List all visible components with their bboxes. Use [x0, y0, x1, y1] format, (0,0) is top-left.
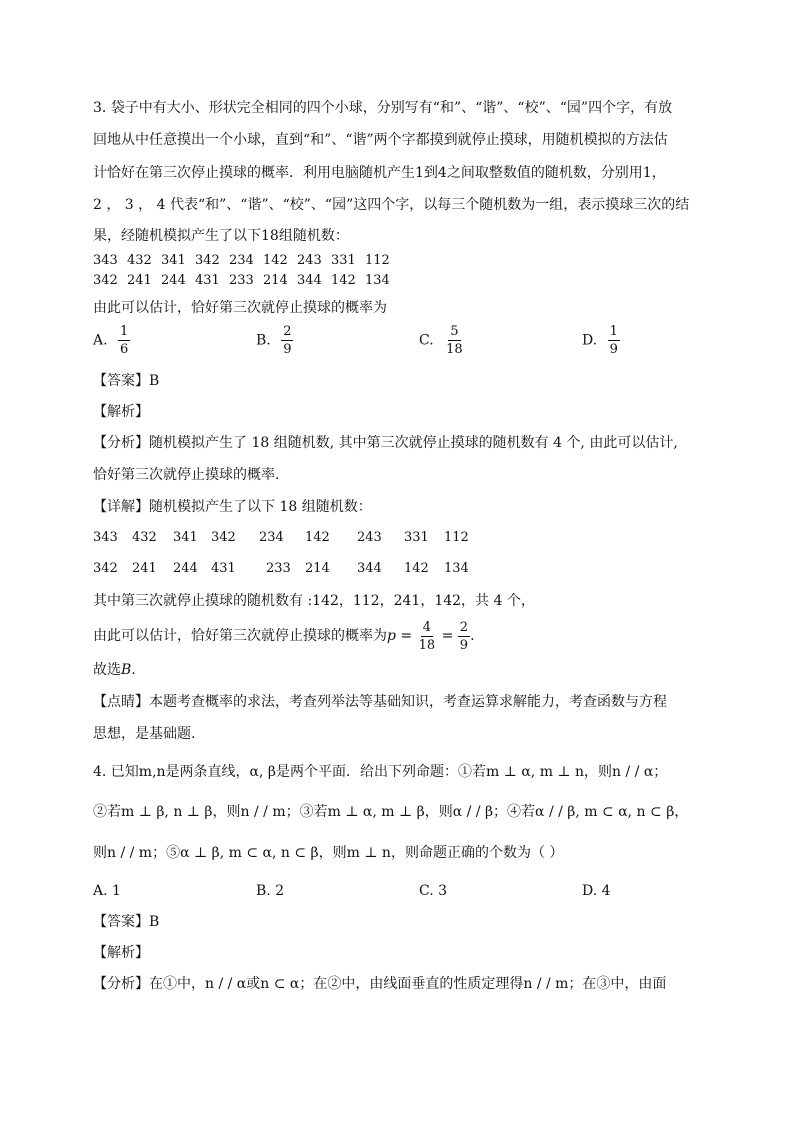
option-fraction: $\frac{1}{6}$	[120, 324, 129, 357]
probability-text: 由此可以估计，恰好第三次就停止摸球的概率为	[93, 628, 387, 644]
random-number: 244	[161, 273, 186, 288]
q4-fenxi-line: 【分析】在①中，n / / α或n ⊂ α；在②中，由线面垂直的性质定理得n / / m；在③中，由面	[93, 976, 667, 992]
probability-fraction-2: $\frac{2}{9}$	[459, 619, 469, 653]
q3-dianjing-line-1: 【点睛】本题考查概率的求法，考查列举法等基础知识，考查运算求解能力，考查函数与方程	[93, 694, 667, 710]
random-number: 432	[127, 253, 152, 268]
q3-text-line-5: 果，经随机模拟产生了以下18组随机数：	[93, 228, 349, 244]
q3-text-line-4: 2 ， 3 ， 4 代表“和”、“谐”、“校”、“园”这四个字，以每三个随机数为一组，表示摸球三次的结	[93, 197, 690, 213]
detail-number-row-2	[93, 560, 478, 578]
random-number: 341	[161, 253, 186, 268]
random-number: 331	[331, 253, 356, 268]
random-number: 342	[93, 273, 118, 288]
random-number: 431	[211, 561, 236, 576]
random-number-row-1	[93, 252, 399, 270]
random-number: 344	[357, 561, 382, 576]
q3-analysis-heading: 【解析】	[93, 404, 149, 420]
random-number: 342	[211, 530, 236, 545]
random-number: 344	[297, 273, 322, 288]
random-number: 243	[297, 253, 322, 268]
random-number: 343	[93, 530, 118, 545]
random-number: 134	[444, 561, 469, 576]
q3-text-line-1: 3. 袋子中有大小、形状完全相同的四个小球，分别写有“和”、“谐”、“校”、“园”四个字，有放	[93, 100, 673, 116]
random-number: 233	[229, 273, 254, 288]
random-number: 214	[305, 561, 330, 576]
option-c	[419, 324, 465, 357]
q3-question-line: 由此可以估计，恰好第三次就停止摸球的概率为	[93, 300, 387, 316]
random-number: 341	[173, 530, 198, 545]
random-number: 233	[266, 561, 291, 576]
random-number: 244	[173, 561, 198, 576]
option-fraction: $\frac{5}{18}$	[446, 324, 463, 357]
q3-text-line-2: 回地从中任意摸出一个小球，直到“和”、“谐”两个字都摸到就停止摸球，用随机模拟的方法估	[93, 132, 668, 148]
q4-answer: 【答案】B	[93, 914, 160, 930]
q3-text-line-3: 计恰好在第三次停止摸球的概率．利用电脑随机产生1到4之间取整数值的随机数，分别用1，	[93, 165, 666, 181]
option-label: A.	[93, 332, 108, 349]
random-number: 134	[365, 273, 390, 288]
random-number: 112	[365, 253, 390, 268]
random-number: 243	[357, 530, 382, 545]
random-number: 142	[404, 561, 429, 576]
random-number: 234	[259, 530, 284, 545]
random-number: 214	[263, 273, 288, 288]
random-number: 142	[305, 530, 330, 545]
q3-probability-line: 由此可以估计，恰好第三次就停止摸球的概率为p = $\frac{4}{18}$ = $\frac{2}{9}$ .	[93, 619, 475, 653]
random-number: 342	[93, 561, 118, 576]
option-label: B.	[256, 332, 271, 349]
detail-number-row-1	[93, 529, 478, 547]
option-fraction: $\frac{1}{9}$	[609, 324, 618, 357]
random-number: 112	[444, 530, 469, 545]
option-d	[582, 324, 620, 357]
random-number: 432	[132, 530, 157, 545]
option-fraction: $\frac{2}{9}$	[283, 324, 292, 357]
random-number: 331	[404, 530, 429, 545]
random-number: 234	[229, 253, 254, 268]
option-label: D.	[582, 332, 598, 349]
q4-option-d: D. 4	[582, 883, 611, 899]
q3-detail-line: 【详解】随机模拟产生了以下 18 组随机数：	[93, 499, 372, 515]
random-number: 241	[127, 273, 152, 288]
q4-text-line-2: ②若m ⊥ β, n ⊥ β，则n / / m；③若m ⊥ α, m ⊥ β，则α / / β；④若α / / β, m ⊂ α, n ⊂ β，	[93, 804, 689, 820]
q4-option-c: C. 3	[419, 883, 448, 899]
random-number: 431	[195, 273, 220, 288]
random-number: 142	[263, 253, 288, 268]
random-number: 343	[93, 253, 118, 268]
q3-choose-line: 故选B.	[93, 662, 136, 678]
q4-text-line-3: 则n / / m；⑤α ⊥ β, m ⊂ α, n ⊂ β，则m ⊥ n，则命题正确的个数为（ ）	[93, 845, 564, 861]
random-number-row-2	[93, 272, 399, 290]
probability-variable: p	[387, 628, 396, 644]
random-number: 342	[195, 253, 220, 268]
q4-option-a: A. 1	[93, 883, 121, 899]
q3-dianjing-line-2: 思想，是基础题.	[93, 726, 196, 742]
q4-analysis-heading: 【解析】	[93, 945, 149, 961]
probability-fraction-1: $\frac{4}{18}$	[418, 619, 436, 653]
random-number: 241	[132, 561, 157, 576]
q3-fenxi-line-2: 恰好第三次就停止摸球的概率.	[93, 467, 280, 483]
option-a	[93, 324, 130, 357]
q3-fenxi-line-1: 【分析】随机模拟产生了 18 组随机数, 其中第三次就停止摸球的随机数有 4 个, 由此可以估计,	[93, 435, 678, 451]
random-number: 142	[331, 273, 356, 288]
option-b	[256, 324, 293, 357]
q3-answer: 【答案】B	[93, 373, 160, 389]
q3-count-line: 其中第三次就停止摸球的随机数有 :142，112，241，142，共 4 个，	[93, 593, 535, 609]
q4-option-b: B. 2	[256, 883, 285, 899]
q4-text-line-1: 4. 已知m,n是两条直线，α, β是两个平面．给出下列命题：①若m ⊥ α, m ⊥ n，则n / / α；	[93, 764, 668, 780]
option-label: C.	[419, 332, 434, 349]
